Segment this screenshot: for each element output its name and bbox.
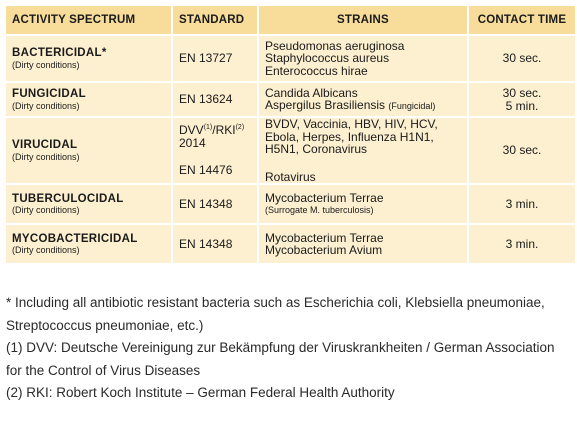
table-row <box>6 185 577 225</box>
standard-cell <box>173 118 259 185</box>
strains-cell <box>259 225 469 265</box>
spacer <box>179 149 251 164</box>
activity-name: MYCOBACTERICIDAL <box>12 232 138 245</box>
standard-cell: EN 14348 <box>173 185 259 225</box>
contact-time-cell <box>469 83 577 118</box>
activity-cell <box>6 36 173 83</box>
header-activity-spectrum: ACTIVITY SPECTRUM <box>6 6 173 36</box>
strain-subnote: (Surrogate M. tuberculosis) <box>265 205 374 215</box>
strain-name: Mycobacterium Terrae <box>265 230 384 245</box>
activity-name: VIRUCIDAL <box>12 139 78 152</box>
footnote-ref-2: (2) <box>235 124 245 132</box>
standard-cell: EN 13727 <box>173 36 259 83</box>
table-row <box>6 118 577 185</box>
activity-condition: (Dirty conditions) <box>12 205 80 216</box>
strain-name: Rotavirus <box>265 169 316 184</box>
standard-year: 2014 <box>179 135 206 150</box>
strain-line <box>265 99 461 113</box>
standard-dvv-rki <box>179 124 251 137</box>
contact-time-value: 30 sec. <box>502 86 542 100</box>
strain-name: Candida Albicans <box>265 85 358 100</box>
footnote-antibiotic: * Including all antibiotic resistant bacteria such as Escherichia coli, Klebsiella pneumoniae, <box>6 295 545 310</box>
footnote-dvv: (1) DVV: Deutsche Vereinigung zur Bekämpfung der Viruskrankheiten / German Association <box>6 340 555 355</box>
standard-en14476: EN 14476 <box>179 163 233 178</box>
table-row <box>6 83 577 118</box>
contact-time-cell: 3 min. <box>469 225 577 265</box>
activity-condition: (Dirty conditions) <box>12 245 80 256</box>
activity-name: FUNGICIDAL <box>12 88 86 101</box>
contact-time-cell: 30 sec. <box>469 118 577 185</box>
contact-time-value: 5 min. <box>505 98 539 113</box>
activity-cell <box>6 185 173 225</box>
efficacy-table <box>6 6 577 265</box>
strain-name: Enterococcus hirae <box>265 63 368 78</box>
strains-cell <box>259 118 469 185</box>
standard-cell: EN 13624 <box>173 83 259 118</box>
activity-cell <box>6 118 173 185</box>
footnote-dvv-cont: for the Control of Virus Diseases <box>6 362 201 378</box>
strains-cell <box>259 36 469 83</box>
activity-name: BACTERICIDAL* <box>12 47 107 60</box>
strain-name: BVDV, Vaccinia, HBV, HIV, HCV, <box>265 117 438 131</box>
table-header-row <box>6 6 577 36</box>
activity-cell <box>6 225 173 265</box>
standard-cell: EN 14348 <box>173 225 259 265</box>
strain-name: Mycobacterium Avium <box>265 243 383 257</box>
footnote-antibiotic-cont: Streptococcus pneumoniae, etc.) <box>6 317 204 333</box>
strain-name: H5N1, Coronavirus <box>265 142 368 156</box>
strain-name: Aspergilus Brasiliensis <box>265 98 386 112</box>
strains-cell <box>259 83 469 118</box>
contact-time-cell: 3 min. <box>469 185 577 225</box>
footnote-ref-1: (1) <box>203 124 213 132</box>
standard-rki: /RKI <box>212 123 236 138</box>
header-standard: STANDARD <box>173 6 259 36</box>
header-contact-time: CONTACT TIME <box>469 6 577 36</box>
standard-dvv: DVV <box>179 123 204 138</box>
strain-name: Ebola, Herpes, Influenza H1N1, <box>265 129 434 144</box>
activity-name: TUBERCULOCIDAL <box>12 192 124 205</box>
strain-name: Staphylococcus aureus <box>265 51 390 66</box>
strain-note: (Fungicidal) <box>388 101 436 111</box>
activity-cell <box>6 83 173 118</box>
spacer <box>265 156 461 171</box>
table-row <box>6 36 577 83</box>
header-strains: STRAINS <box>259 6 469 36</box>
activity-condition: (Dirty conditions) <box>12 59 80 70</box>
table-row <box>6 225 577 265</box>
contact-time-cell: 30 sec. <box>469 36 577 83</box>
strain-name: Mycobacterium Terrae <box>265 190 384 205</box>
footnote-rki: (2) RKI: Robert Koch Institute – German Federal Health Authority <box>6 385 395 400</box>
strains-cell <box>259 185 469 225</box>
strain-name: Pseudomonas aeruginosa <box>265 38 405 53</box>
activity-condition: (Dirty conditions) <box>12 100 80 111</box>
activity-condition: (Dirty conditions) <box>12 151 80 162</box>
footnotes <box>6 292 571 405</box>
